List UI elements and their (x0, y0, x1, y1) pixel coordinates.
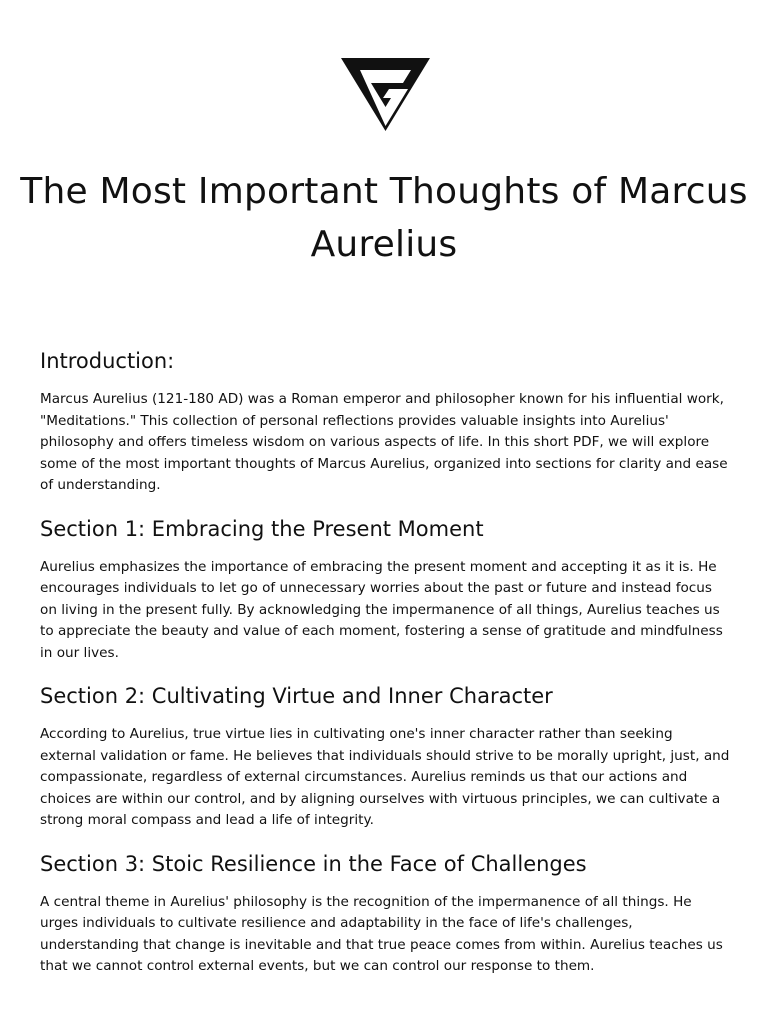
section-body: Marcus Aurelius (121-180 AD) was a Roman emperor and philosopher known for his influential work, "Meditations." This collection of personal reflections provides valuable insights into Aurelius' philosophy and offers timeless wisdom on various aspects of life. In this short PDF, we will explore some of the most important thoughts of Marcus Aurelius, organized into sections for clarity and ease of understanding. (40, 391, 728, 493)
section-3 (40, 847, 732, 978)
document-content (40, 344, 732, 978)
document-title: The Most Important Thoughts of Marcus Aurelius (20, 171, 748, 265)
section-heading: Section 1: Embracing the Present Moment (40, 516, 484, 541)
section-body: A central theme in Aurelius' philosophy is the recognition of the impermanence of all things. He urges individuals to cultivate resilience and adaptability in the face of life's challenges, understanding that change is inevitable and that true peace comes from within. Aurelius teaches us that we cannot control external events, but we can control our response to them. (40, 893, 723, 974)
section-body: Aurelius emphasizes the importance of embracing the present moment and accepting it as it is. He encourages individuals to let go of unnecessary worries about the past or future and instead focus on living in the present fully. By acknowledging the impermanence of all things, Aurelius teaches us to appreciate the beauty and value of each moment, fostering a sense of gratitude and mindfulness in our lives. (40, 558, 723, 661)
section-heading: Section 2: Cultivating Virtue and Inner Character (40, 684, 553, 708)
introduction-section (40, 344, 732, 497)
section-heading: Introduction: (40, 349, 175, 373)
section-body: According to Aurelius, true virtue lies in cultivating one's inner character rather than seeking external validation or fame. He believes that individuals should strive to be morally upright, just, and compassionate, regardless of external circumstances. Aurelius reminds us that our actions and choices are within our control, and by aligning ourselves with virtuous principles, we can cultivate a strong moral compass and lead a life of integrity. (40, 726, 730, 828)
section-heading: Section 3: Stoic Resilience in the Face of Challenges (40, 851, 587, 876)
section-1 (40, 512, 732, 665)
section-2 (40, 679, 732, 832)
g-triangle-logo-icon (341, 58, 430, 131)
